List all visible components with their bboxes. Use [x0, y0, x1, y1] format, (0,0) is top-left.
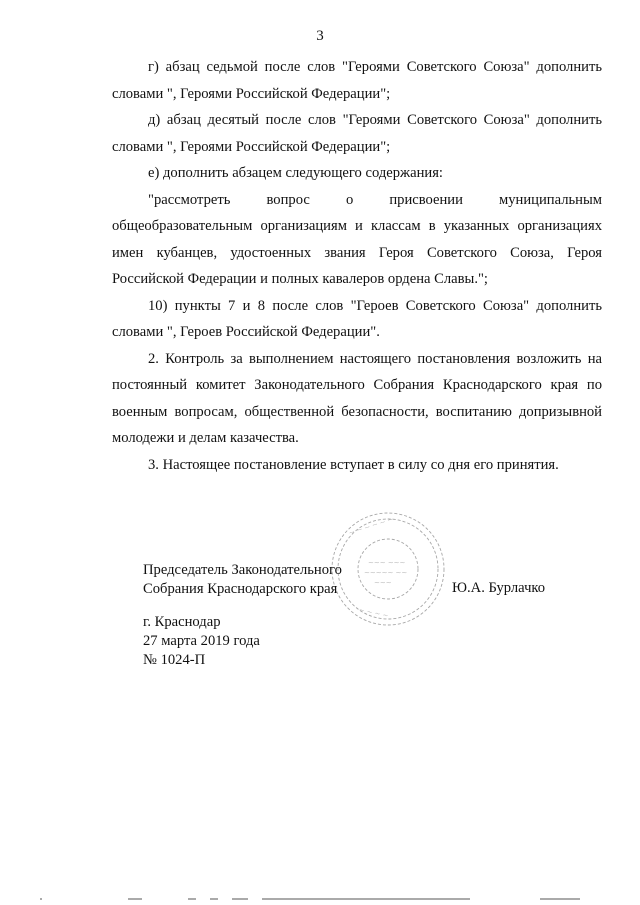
signatory-title-line2: Собрания Краснодарского края: [143, 581, 338, 597]
official-seal-icon: [328, 509, 448, 629]
paragraph-e: е) дополнить абзацем следующего содержания:: [148, 165, 443, 181]
page-number: 3: [316, 28, 324, 44]
svg-text:~ ~ ~ ~: ~ ~ ~ ~: [358, 605, 390, 621]
svg-text:~~~~~ ~~: ~~~~~ ~~: [364, 569, 408, 577]
document-body: [112, 54, 602, 478]
document-number: № 1024-П: [143, 652, 206, 668]
paragraph-item-2: 2. Контроль за выполнением настоящего постановления возложить на постоянный комитет Законодательного Собрания Краснодарского края по военным вопросам, общественной безопасности, воспитанию допризывной молодежи и делам казачества.: [112, 350, 602, 446]
paragraph-10: 10) пункты 7 и 8 после слов "Героев Советского Союза" дополнить словами ", Героев Российской Федерации".: [112, 297, 602, 340]
date: 27 марта 2019 года: [143, 633, 260, 649]
svg-text:~~~: ~~~: [374, 579, 392, 587]
svg-text:~ ~ ~ ~ ~ ~: ~ ~ ~ ~ ~ ~: [347, 515, 395, 538]
paragraph-d: д) абзац десятый после слов "Героями Советского Союза" дополнить словами ", Героями Российской Федерации";: [112, 112, 602, 155]
city: г. Краснодар: [143, 614, 221, 630]
signatory-title-line1: Председатель Законодательного: [143, 562, 342, 578]
svg-text:~~~ ~~~: ~~~ ~~~: [368, 559, 406, 567]
scan-artifact-marks: [0, 893, 640, 903]
paragraph-quote: "рассмотреть вопрос о присвоении муниципальным общеобразовательным организациям и классам в указанных организациях имен кубанцев, удостоенных звания Героя Советского Союза, Героя Российской Федерации и полных кавалеров ордена Славы.";: [112, 191, 602, 287]
paragraph-g: г) абзац седьмой после слов "Героями Советского Союза" дополнить словами ", Героями Российской Федерации";: [112, 59, 602, 102]
signatory-name: Ю.А. Бурлачко: [452, 580, 546, 596]
paragraph-item-3: 3. Настоящее постановление вступает в силу со дня его принятия.: [148, 456, 559, 473]
place-and-date: [143, 613, 260, 670]
signatory-title: [143, 561, 342, 599]
